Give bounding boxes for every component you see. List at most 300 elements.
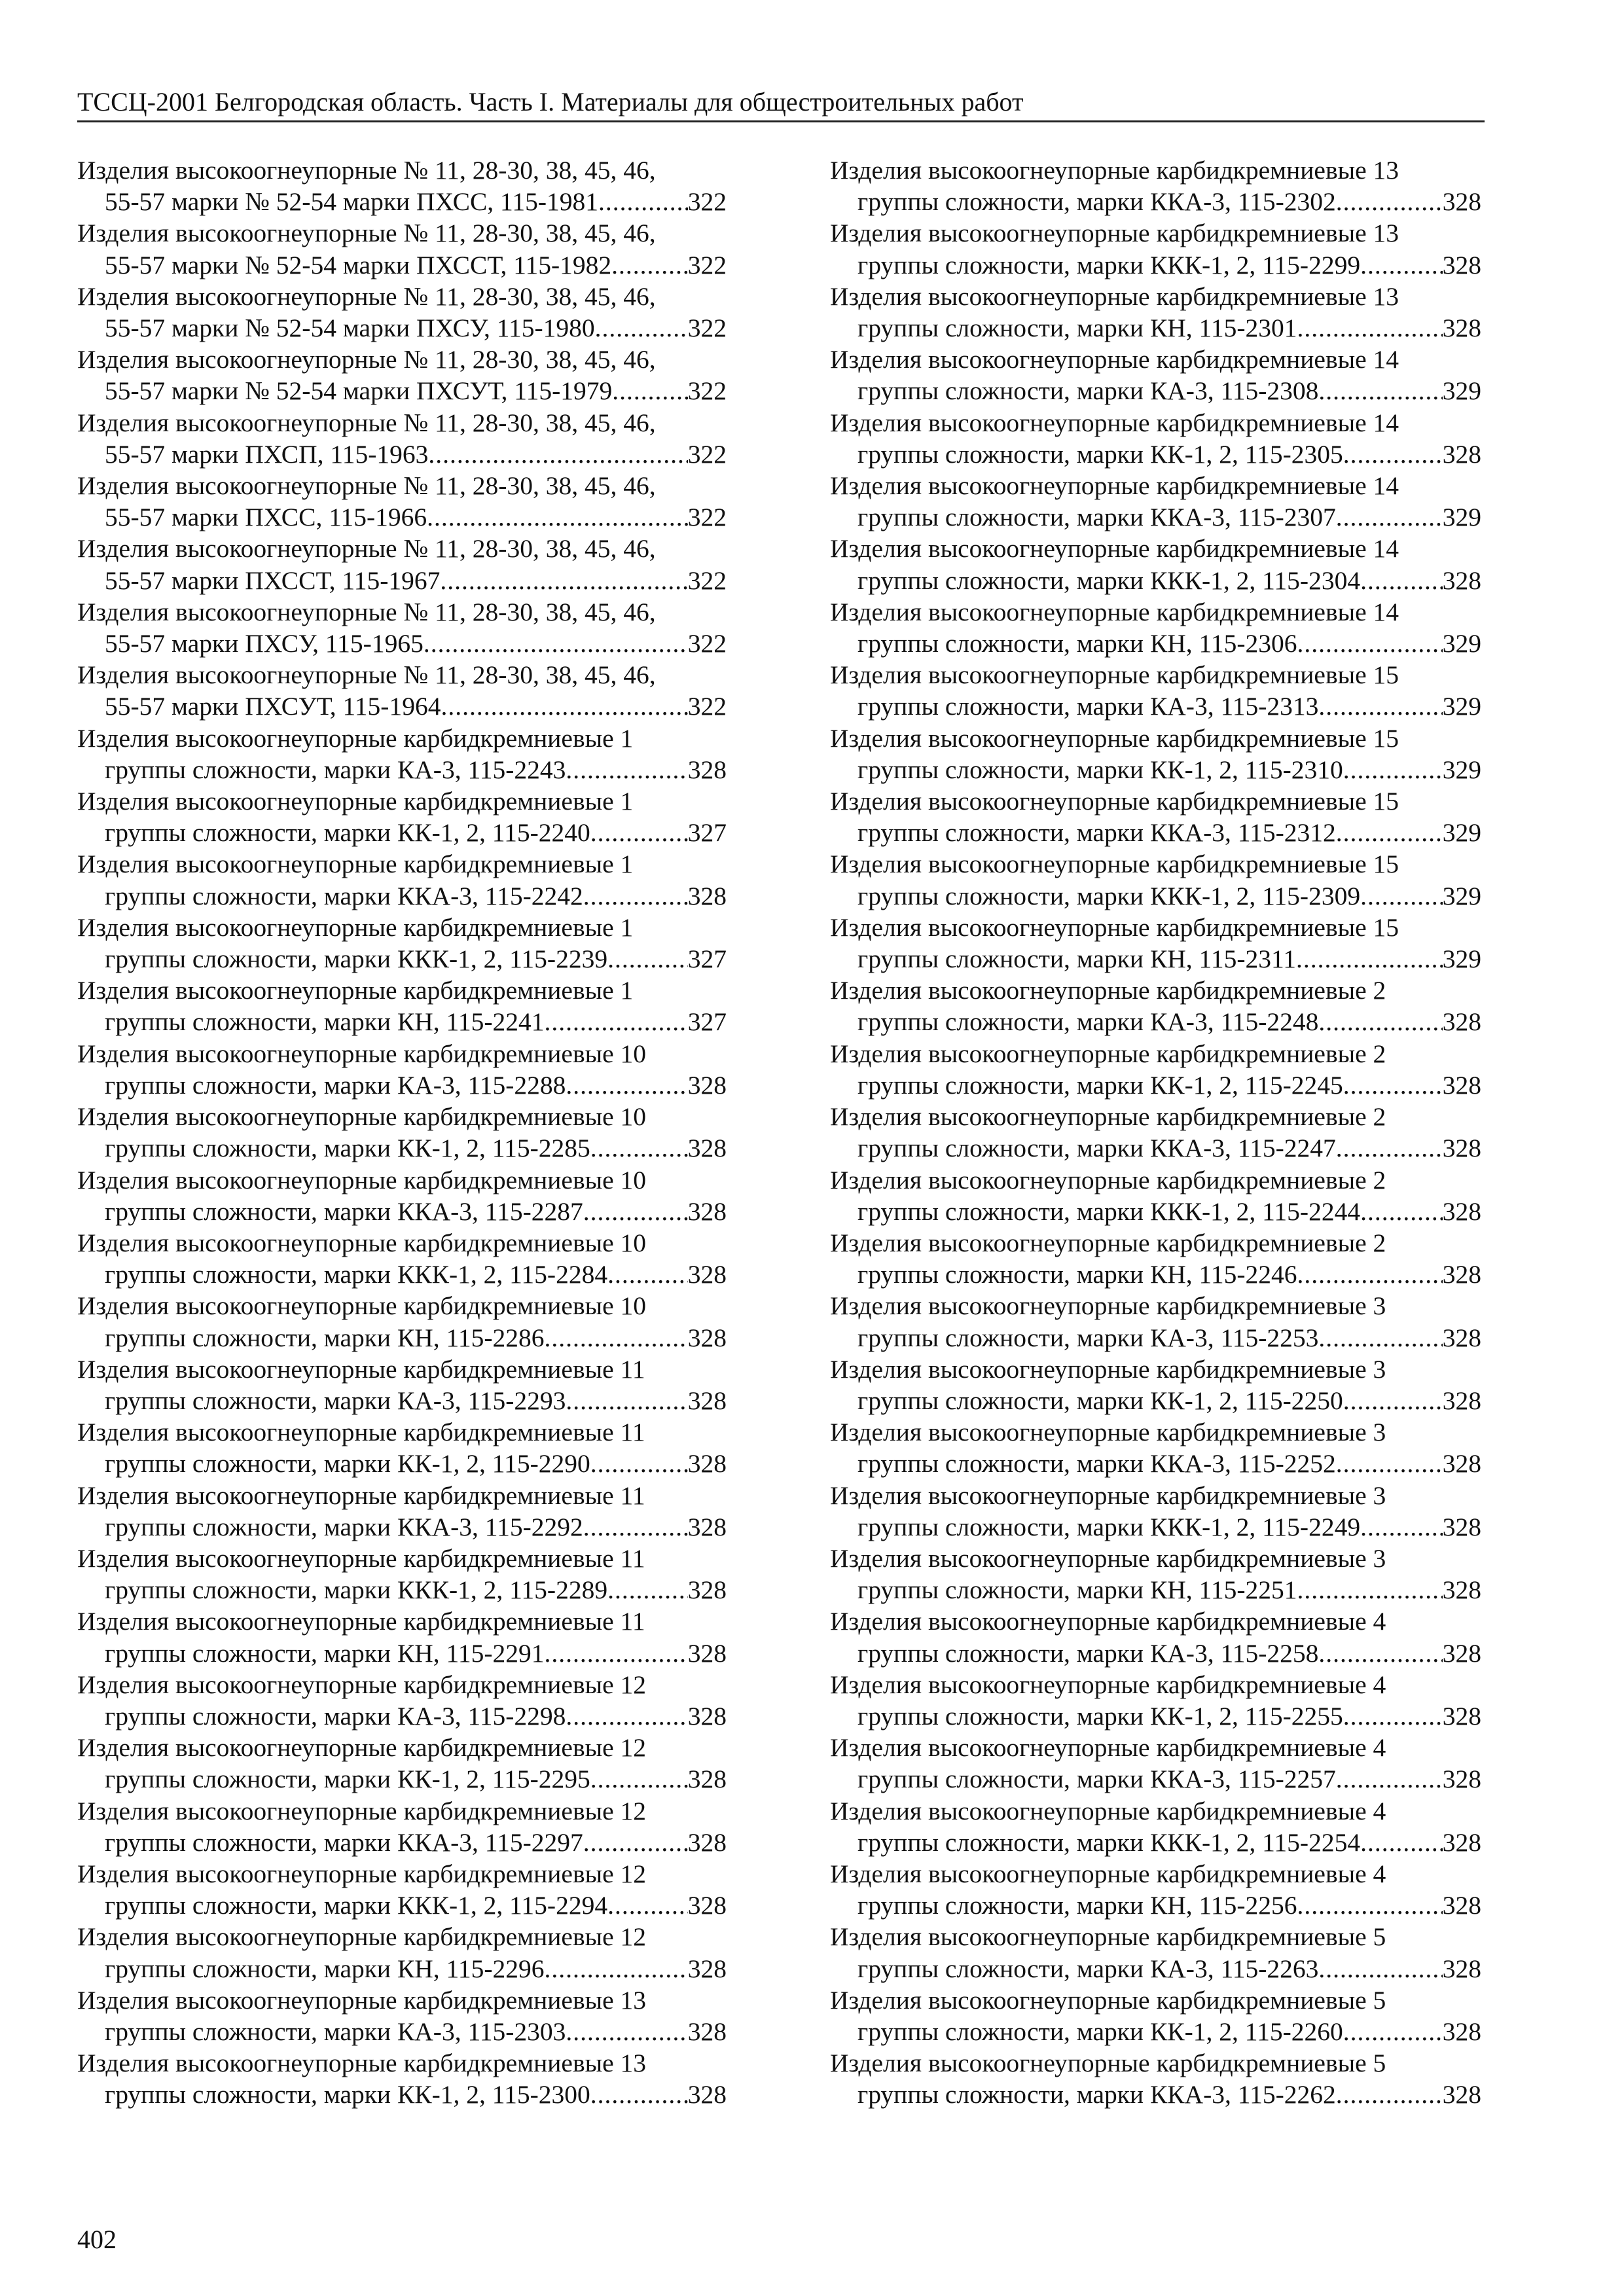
entry-page-ref: 329 bbox=[1442, 503, 1481, 532]
entry-detail: 55-57 марки ПХСУТ, 115-1964 bbox=[105, 692, 441, 721]
entry-detail: группы сложности, марки КН, 115-2301 bbox=[857, 314, 1297, 343]
entry-page-ref: 328 bbox=[687, 2017, 727, 2046]
entry-page-ref: 328 bbox=[1442, 1134, 1481, 1163]
index-entry bbox=[77, 1921, 727, 1984]
entry-continuation bbox=[830, 1385, 1481, 1416]
entry-continuation bbox=[830, 1890, 1481, 1921]
index-entry bbox=[77, 659, 727, 722]
entry-page-ref: 328 bbox=[687, 1386, 727, 1415]
entry-title: Изделия высокоогнеупорные карбидкремниевые 1 bbox=[77, 787, 634, 816]
dot-leader bbox=[545, 1638, 688, 1669]
entry-continuation bbox=[77, 1132, 727, 1164]
entry-detail: группы сложности, марки КК-1, 2, 115-2305 bbox=[857, 439, 1343, 469]
index-entry bbox=[830, 1290, 1481, 1353]
entry-title: Изделия высокоогнеупорные карбидкремниевые 4 bbox=[830, 1670, 1386, 1699]
entry-detail: группы сложности, марки ККК-1, 2, 115-2254 bbox=[857, 1827, 1361, 1857]
entry-page-ref: 328 bbox=[687, 1575, 727, 1605]
index-entry bbox=[830, 659, 1481, 722]
entry-continuation bbox=[830, 1574, 1481, 1605]
entry-page-ref: 328 bbox=[687, 1196, 727, 1226]
entry-title: Изделия высокоогнеупорные карбидкремниевые 10 bbox=[77, 1102, 647, 1132]
entry-continuation bbox=[77, 565, 727, 596]
entry-title: Изделия высокоогнеупорные № 11, 28-30, 38, 45, 46, bbox=[77, 156, 656, 185]
dot-leader bbox=[1318, 1006, 1442, 1037]
entry-detail: группы сложности, марки КК-1, 2, 115-2310 bbox=[857, 755, 1343, 784]
entry-detail: группы сложности, марки КН, 115-2306 bbox=[857, 629, 1297, 658]
entry-continuation bbox=[77, 1196, 727, 1227]
entry-continuation bbox=[830, 754, 1481, 785]
index-entry bbox=[77, 1795, 727, 1858]
entry-page-ref: 328 bbox=[687, 1765, 727, 1794]
index-entry bbox=[77, 470, 727, 533]
entry-detail: группы сложности, марки ККА-3, 115-2297 bbox=[105, 1827, 583, 1857]
dot-leader bbox=[1297, 628, 1443, 659]
entry-detail: группы сложности, марки ККК-1, 2, 115-2239 bbox=[105, 944, 608, 974]
entry-page-ref: 328 bbox=[1442, 1070, 1481, 1100]
entry-detail: 55-57 марки ПХССТ, 115-1967 bbox=[105, 565, 441, 595]
dot-leader bbox=[1318, 1638, 1442, 1669]
index-entry bbox=[830, 1543, 1481, 1605]
running-header: ТССЦ-2001 Белгородская область. Часть I. Материалы для общестроительных работ bbox=[77, 87, 1024, 117]
entry-detail: группы сложности, марки КК-1, 2, 115-2255 bbox=[857, 1701, 1343, 1731]
entry-detail: 55-57 марки № 52-54 марки ПХСУ, 115-1980 bbox=[105, 314, 595, 343]
entry-title: Изделия высокоогнеупорные карбидкремниевые 14 bbox=[830, 408, 1399, 437]
dot-leader bbox=[1336, 1132, 1443, 1164]
entry-page-ref: 322 bbox=[687, 692, 727, 721]
entry-page-ref: 329 bbox=[1442, 692, 1481, 721]
index-entry bbox=[77, 533, 727, 596]
entry-page-ref: 328 bbox=[687, 1827, 727, 1857]
entry-continuation bbox=[77, 249, 727, 281]
entry-continuation bbox=[77, 312, 727, 344]
entry-detail: группы сложности, марки ККК-1, 2, 115-2289 bbox=[105, 1575, 608, 1605]
entry-continuation bbox=[77, 1827, 727, 1858]
page-number: 402 bbox=[77, 2225, 117, 2254]
dot-leader bbox=[428, 439, 687, 470]
entry-page-ref: 328 bbox=[1442, 250, 1481, 279]
dot-leader bbox=[607, 1259, 688, 1290]
dot-leader bbox=[583, 1511, 688, 1543]
entry-title: Изделия высокоогнеупорные карбидкремниевые 13 bbox=[830, 219, 1399, 248]
entry-title: Изделия высокоогнеупорные карбидкремниевые 14 bbox=[830, 471, 1399, 501]
entry-page-ref: 328 bbox=[1442, 187, 1481, 217]
entry-continuation bbox=[77, 1511, 727, 1543]
entry-page-ref: 322 bbox=[687, 439, 727, 469]
index-entry bbox=[830, 1354, 1481, 1416]
entry-detail: группы сложности, марки ККК-1, 2, 115-2294 bbox=[105, 1891, 608, 1920]
dot-leader bbox=[1296, 943, 1443, 975]
dot-leader bbox=[1297, 1890, 1443, 1921]
entry-title: Изделия высокоогнеупорные карбидкремниевые 2 bbox=[830, 976, 1386, 1005]
index-entry bbox=[77, 217, 727, 280]
entry-title: Изделия высокоогнеупорные № 11, 28-30, 38, 45, 46, bbox=[77, 534, 656, 564]
entry-detail: группы сложности, марки КА-3, 115-2308 bbox=[857, 376, 1319, 406]
dot-leader bbox=[611, 249, 688, 281]
entry-title: Изделия высокоогнеупорные карбидкремниевые 12 bbox=[77, 1733, 647, 1763]
entry-page-ref: 328 bbox=[1442, 2080, 1481, 2109]
entry-detail: группы сложности, марки КК-1, 2, 115-2250 bbox=[857, 1386, 1343, 1415]
entry-title: Изделия высокоогнеупорные карбидкремниевые 4 bbox=[830, 1607, 1386, 1636]
entry-title: Изделия высокоогнеупорные карбидкремниевые 11 bbox=[77, 1607, 645, 1636]
entry-page-ref: 329 bbox=[1442, 818, 1481, 848]
dot-leader bbox=[1343, 2016, 1443, 2047]
entry-title: Изделия высокоогнеупорные карбидкремниевые 11 bbox=[77, 1480, 645, 1510]
index-entry bbox=[830, 1605, 1481, 1668]
dot-leader bbox=[1318, 691, 1442, 722]
index-entry bbox=[77, 1669, 727, 1732]
entry-page-ref: 328 bbox=[687, 1638, 727, 1668]
entry-page-ref: 322 bbox=[687, 314, 727, 343]
dot-leader bbox=[545, 1006, 688, 1037]
entry-page-ref: 328 bbox=[1442, 1260, 1481, 1289]
dot-leader bbox=[590, 1132, 688, 1164]
dot-leader bbox=[566, 1385, 687, 1416]
index-entry bbox=[830, 281, 1481, 344]
entry-page-ref: 328 bbox=[1442, 1386, 1481, 1415]
entry-continuation bbox=[77, 439, 727, 470]
entry-continuation bbox=[830, 1638, 1481, 1669]
entry-title: Изделия высокоогнеупорные карбидкремниевые 11 bbox=[77, 1354, 645, 1384]
index-entry bbox=[77, 1732, 727, 1795]
entry-title: Изделия высокоогнеупорные карбидкремниевые 2 bbox=[830, 1039, 1386, 1068]
entry-detail: 55-57 марки ПХСС, 115-1966 bbox=[105, 503, 427, 532]
dot-leader bbox=[590, 2079, 688, 2110]
entry-detail: группы сложности, марки КА-3, 115-2313 bbox=[857, 692, 1319, 721]
entry-title: Изделия высокоогнеупорные карбидкремниевые 14 bbox=[830, 345, 1399, 374]
entry-continuation bbox=[77, 1448, 727, 1479]
dot-leader bbox=[1297, 1574, 1443, 1605]
entry-continuation bbox=[77, 943, 727, 975]
index-entry bbox=[77, 344, 727, 406]
entry-continuation bbox=[77, 1574, 727, 1605]
entry-page-ref: 328 bbox=[1442, 565, 1481, 595]
entry-detail: группы сложности, марки КК-1, 2, 115-2245 bbox=[857, 1070, 1343, 1100]
entry-detail: группы сложности, марки КК-1, 2, 115-2290 bbox=[105, 1449, 590, 1479]
entry-title: Изделия высокоогнеупорные карбидкремниевые 3 bbox=[830, 1418, 1386, 1447]
entry-title: Изделия высокоогнеупорные карбидкремниевые 13 bbox=[77, 1985, 647, 2015]
entry-page-ref: 328 bbox=[687, 1891, 727, 1920]
index-entry bbox=[830, 1732, 1481, 1795]
entry-detail: группы сложности, марки КК-1, 2, 115-2295 bbox=[105, 1765, 590, 1794]
entry-page-ref: 322 bbox=[687, 250, 727, 279]
entry-page-ref: 328 bbox=[1442, 1575, 1481, 1605]
index-entry bbox=[830, 1984, 1481, 2047]
entry-title: Изделия высокоогнеупорные карбидкремниевые 3 bbox=[830, 1291, 1386, 1321]
entry-detail: группы сложности, марки КА-3, 115-2303 bbox=[105, 2017, 566, 2046]
entry-detail: группы сложности, марки КН, 115-2291 bbox=[105, 1638, 545, 1668]
entry-continuation bbox=[77, 1953, 727, 1984]
dot-leader bbox=[1343, 439, 1443, 470]
entry-title: Изделия высокоогнеупорные карбидкремниевые 13 bbox=[77, 2049, 647, 2078]
dot-leader bbox=[441, 691, 687, 722]
entry-detail: группы сложности, марки КК-1, 2, 115-2240 bbox=[105, 818, 590, 848]
entry-title: Изделия высокоогнеупорные карбидкремниевые 10 bbox=[77, 1291, 647, 1321]
dot-leader bbox=[583, 1827, 688, 1858]
entry-continuation bbox=[830, 1322, 1481, 1354]
dot-leader bbox=[590, 1763, 688, 1795]
entry-continuation bbox=[830, 2016, 1481, 2047]
index-entry bbox=[77, 1858, 727, 1921]
dot-leader bbox=[1297, 312, 1443, 344]
index-entry bbox=[830, 533, 1481, 596]
entry-page-ref: 327 bbox=[687, 944, 727, 974]
entry-page-ref: 328 bbox=[687, 1260, 727, 1289]
entry-detail: группы сложности, марки КК-1, 2, 115-2260 bbox=[857, 2017, 1343, 2046]
entry-page-ref: 322 bbox=[687, 565, 727, 595]
entry-title: Изделия высокоогнеупорные карбидкремниевые 5 bbox=[830, 1985, 1386, 2015]
index-entry bbox=[77, 848, 727, 911]
entry-continuation bbox=[830, 817, 1481, 848]
entry-detail: группы сложности, марки ККА-3, 115-2252 bbox=[857, 1449, 1336, 1479]
entry-detail: группы сложности, марки ККА-3, 115-2242 bbox=[105, 881, 583, 910]
entry-continuation bbox=[77, 501, 727, 533]
entry-title: Изделия высокоогнеупорные карбидкремниевые 4 bbox=[830, 1859, 1386, 1888]
entry-detail: группы сложности, марки ККА-3, 115-2307 bbox=[857, 503, 1336, 532]
entry-page-ref: 328 bbox=[1442, 1323, 1481, 1352]
entry-continuation bbox=[830, 249, 1481, 281]
entry-page-ref: 328 bbox=[1442, 1638, 1481, 1668]
dot-leader bbox=[1360, 1827, 1443, 1858]
entry-title: Изделия высокоогнеупорные карбидкремниевые 4 bbox=[830, 1796, 1386, 1825]
entry-title: Изделия высокоогнеупорные карбидкремниевые 5 bbox=[830, 1922, 1386, 1952]
entry-detail: группы сложности, марки ККК-1, 2, 115-2299 bbox=[857, 250, 1361, 279]
dot-leader bbox=[1343, 754, 1443, 785]
index-entry bbox=[830, 1669, 1481, 1732]
entry-detail: 55-57 марки № 52-54 марки ПХССТ, 115-1982 bbox=[105, 250, 612, 279]
entry-detail: группы сложности, марки КК-1, 2, 115-2300 bbox=[105, 2080, 590, 2109]
entry-page-ref: 328 bbox=[1442, 1196, 1481, 1226]
entry-page-ref: 329 bbox=[1442, 755, 1481, 784]
entry-detail: группы сложности, марки ККК-1, 2, 115-2284 bbox=[105, 1260, 608, 1289]
entry-detail: группы сложности, марки КА-3, 115-2248 bbox=[857, 1007, 1319, 1037]
entry-continuation bbox=[830, 1700, 1481, 1732]
entry-continuation bbox=[830, 186, 1481, 217]
index-entry bbox=[77, 1354, 727, 1416]
entry-continuation bbox=[830, 1953, 1481, 1984]
entry-detail: группы сложности, марки КН, 115-2246 bbox=[857, 1260, 1297, 1289]
entry-continuation bbox=[77, 2079, 727, 2110]
index-entry bbox=[830, 1921, 1481, 1984]
index-entry bbox=[77, 975, 727, 1037]
index-entry bbox=[830, 344, 1481, 406]
entry-title: Изделия высокоогнеупорные № 11, 28-30, 38, 45, 46, bbox=[77, 345, 656, 374]
entry-page-ref: 327 bbox=[687, 818, 727, 848]
entry-title: Изделия высокоогнеупорные карбидкремниевые 3 bbox=[830, 1354, 1386, 1384]
entry-continuation bbox=[830, 628, 1481, 659]
entry-detail: 55-57 марки № 52-54 марки ПХСС, 115-1981 bbox=[105, 187, 598, 217]
entry-continuation bbox=[830, 1827, 1481, 1858]
dot-leader bbox=[1360, 1511, 1443, 1543]
dot-leader bbox=[566, 1069, 687, 1101]
dot-leader bbox=[424, 628, 688, 659]
entry-continuation bbox=[77, 1069, 727, 1101]
entry-title: Изделия высокоогнеупорные карбидкремниевые 4 bbox=[830, 1733, 1386, 1763]
dot-leader bbox=[1297, 1259, 1443, 1290]
dot-leader bbox=[1360, 249, 1443, 281]
index-entry bbox=[830, 1858, 1481, 1921]
entry-title: Изделия высокоогнеупорные карбидкремниевые 13 bbox=[830, 281, 1399, 311]
index-entry bbox=[77, 1984, 727, 2047]
entry-continuation bbox=[830, 1132, 1481, 1164]
entry-page-ref: 329 bbox=[1442, 376, 1481, 406]
dot-leader bbox=[1318, 375, 1442, 406]
index-entry bbox=[77, 2047, 727, 2110]
index-entry bbox=[77, 1038, 727, 1101]
entry-title: Изделия высокоогнеупорные № 11, 28-30, 38, 45, 46, bbox=[77, 281, 656, 311]
dot-leader bbox=[583, 880, 688, 912]
index-entry bbox=[830, 217, 1481, 280]
entry-detail: 55-57 марки № 52-54 марки ПХСУТ, 115-1979 bbox=[105, 376, 613, 406]
index-entry bbox=[830, 154, 1481, 217]
entry-detail: группы сложности, марки ККА-3, 115-2312 bbox=[857, 818, 1336, 848]
entry-page-ref: 328 bbox=[687, 2080, 727, 2109]
entry-detail: группы сложности, марки КА-3, 115-2288 bbox=[105, 1070, 566, 1100]
entry-page-ref: 329 bbox=[1442, 944, 1481, 974]
entry-continuation bbox=[830, 2079, 1481, 2110]
entry-page-ref: 322 bbox=[687, 376, 727, 406]
entry-continuation bbox=[77, 2016, 727, 2047]
entry-detail: группы сложности, марки ККА-3, 115-2292 bbox=[105, 1512, 583, 1541]
index-entry bbox=[77, 1416, 727, 1479]
index-entry bbox=[830, 1101, 1481, 1164]
entry-detail: 55-57 марки ПХСП, 115-1963 bbox=[105, 439, 429, 469]
entry-page-ref: 322 bbox=[687, 629, 727, 658]
index-entry bbox=[830, 1416, 1481, 1479]
entry-page-ref: 328 bbox=[687, 1954, 727, 1983]
index-entry bbox=[830, 912, 1481, 975]
dot-leader bbox=[583, 1196, 688, 1227]
entry-title: Изделия высокоогнеупорные карбидкремниевые 13 bbox=[830, 156, 1399, 185]
entry-page-ref: 328 bbox=[687, 1449, 727, 1479]
entry-title: Изделия высокоогнеупорные карбидкремниевые 2 bbox=[830, 1228, 1386, 1257]
index-entry bbox=[77, 785, 727, 848]
entry-title: Изделия высокоогнеупорные карбидкремниевые 12 bbox=[77, 1859, 647, 1888]
dot-leader bbox=[607, 1574, 688, 1605]
entry-continuation bbox=[830, 439, 1481, 470]
entry-page-ref: 328 bbox=[687, 881, 727, 910]
entry-detail: группы сложности, марки КА-3, 115-2253 bbox=[857, 1323, 1319, 1352]
entry-page-ref: 328 bbox=[687, 1134, 727, 1163]
entry-continuation bbox=[77, 1763, 727, 1795]
entry-detail: группы сложности, марки ККК-1, 2, 115-2244 bbox=[857, 1196, 1361, 1226]
entry-continuation bbox=[77, 628, 727, 659]
entry-page-ref: 328 bbox=[1442, 439, 1481, 469]
dot-leader bbox=[1318, 1322, 1442, 1354]
entry-title: Изделия высокоогнеупорные карбидкремниевые 15 bbox=[830, 787, 1399, 816]
entry-page-ref: 328 bbox=[1442, 2017, 1481, 2046]
entry-title: Изделия высокоогнеупорные карбидкремниевые 1 bbox=[77, 976, 634, 1005]
entry-continuation bbox=[830, 375, 1481, 406]
index-entry bbox=[830, 975, 1481, 1037]
entry-title: Изделия высокоогнеупорные карбидкремниевые 5 bbox=[830, 2049, 1386, 2078]
entry-detail: группы сложности, марки ККА-3, 115-2287 bbox=[105, 1196, 583, 1226]
entry-title: Изделия высокоогнеупорные карбидкремниевые 11 bbox=[77, 1418, 645, 1447]
entry-detail: группы сложности, марки КН, 115-2296 bbox=[105, 1954, 545, 1983]
entry-page-ref: 328 bbox=[1442, 1449, 1481, 1479]
entry-page-ref: 328 bbox=[1442, 1827, 1481, 1857]
index-entry bbox=[77, 1605, 727, 1668]
dot-leader bbox=[566, 1700, 687, 1732]
dot-leader bbox=[607, 1890, 688, 1921]
dot-leader bbox=[440, 565, 687, 596]
entry-continuation bbox=[830, 565, 1481, 596]
entry-detail: группы сложности, марки ККК-1, 2, 115-2249 bbox=[857, 1512, 1361, 1541]
index-entry bbox=[77, 912, 727, 975]
dot-leader bbox=[1318, 1953, 1442, 1984]
entry-continuation bbox=[77, 1385, 727, 1416]
entry-detail: 55-57 марки ПХСУ, 115-1965 bbox=[105, 629, 424, 658]
entry-page-ref: 328 bbox=[1442, 314, 1481, 343]
entry-continuation bbox=[830, 1006, 1481, 1037]
dot-leader bbox=[1360, 1196, 1443, 1227]
entry-title: Изделия высокоогнеупорные карбидкремниевые 11 bbox=[77, 1543, 645, 1573]
index-entry bbox=[830, 723, 1481, 785]
index-entry bbox=[77, 1227, 727, 1290]
entry-page-ref: 328 bbox=[1442, 1765, 1481, 1794]
entry-title: Изделия высокоогнеупорные карбидкремниевые 15 bbox=[830, 850, 1399, 879]
entry-title: Изделия высокоогнеупорные карбидкремниевые 15 bbox=[830, 912, 1399, 942]
entry-continuation bbox=[830, 1259, 1481, 1290]
entry-detail: группы сложности, марки ККА-3, 115-2247 bbox=[857, 1134, 1336, 1163]
dot-leader bbox=[1336, 817, 1443, 848]
entry-title: Изделия высокоогнеупорные карбидкремниевые 10 bbox=[77, 1039, 647, 1068]
entry-detail: группы сложности, марки ККА-3, 115-2257 bbox=[857, 1765, 1336, 1794]
dot-leader bbox=[1336, 501, 1443, 533]
entry-continuation bbox=[830, 880, 1481, 912]
entry-page-ref: 328 bbox=[687, 755, 727, 784]
entry-continuation bbox=[830, 312, 1481, 344]
entry-detail: группы сложности, марки КА-3, 115-2258 bbox=[857, 1638, 1319, 1668]
index-entry bbox=[830, 1038, 1481, 1101]
entry-detail: группы сложности, марки ККА-3, 115-2262 bbox=[857, 2080, 1336, 2109]
entry-title: Изделия высокоогнеупорные карбидкремниевые 12 bbox=[77, 1922, 647, 1952]
entry-title: Изделия высокоогнеупорные карбидкремниевые 14 bbox=[830, 534, 1399, 564]
index-entry bbox=[830, 407, 1481, 470]
dot-leader bbox=[612, 375, 688, 406]
entry-page-ref: 328 bbox=[1442, 1512, 1481, 1541]
entry-page-ref: 328 bbox=[1442, 1701, 1481, 1731]
index-entry bbox=[77, 281, 727, 344]
dot-leader bbox=[1360, 880, 1443, 912]
index-entry bbox=[830, 596, 1481, 659]
dot-leader bbox=[1360, 565, 1443, 596]
entry-title: Изделия высокоогнеупорные карбидкремниевые 3 bbox=[830, 1543, 1386, 1573]
entry-continuation bbox=[77, 691, 727, 722]
entry-title: Изделия высокоогнеупорные № 11, 28-30, 38, 45, 46, bbox=[77, 219, 656, 248]
index-entry bbox=[830, 1164, 1481, 1227]
dot-leader bbox=[1343, 1385, 1443, 1416]
index-entry bbox=[830, 1227, 1481, 1290]
index-entry bbox=[77, 154, 727, 217]
entry-continuation bbox=[77, 817, 727, 848]
dot-leader bbox=[1343, 1069, 1443, 1101]
entry-detail: группы сложности, марки ККА-3, 115-2302 bbox=[857, 187, 1336, 217]
entry-continuation bbox=[77, 1322, 727, 1354]
entry-detail: группы сложности, марки КА-3, 115-2293 bbox=[105, 1386, 566, 1415]
entry-page-ref: 329 bbox=[1442, 881, 1481, 910]
entry-title: Изделия высокоогнеупорные карбидкремниевые 10 bbox=[77, 1228, 647, 1257]
entry-title: Изделия высокоогнеупорные карбидкремниевые 1 bbox=[77, 912, 634, 942]
entry-page-ref: 328 bbox=[687, 1512, 727, 1541]
dot-leader bbox=[1336, 1763, 1443, 1795]
index-entry bbox=[77, 723, 727, 785]
entry-continuation bbox=[77, 1700, 727, 1732]
index-entry bbox=[830, 785, 1481, 848]
entry-title: Изделия высокоогнеупорные № 11, 28-30, 38, 45, 46, bbox=[77, 408, 656, 437]
entry-title: Изделия высокоогнеупорные карбидкремниевые 2 bbox=[830, 1165, 1386, 1194]
entry-continuation bbox=[830, 1069, 1481, 1101]
entry-detail: группы сложности, марки КН, 115-2251 bbox=[857, 1575, 1297, 1605]
